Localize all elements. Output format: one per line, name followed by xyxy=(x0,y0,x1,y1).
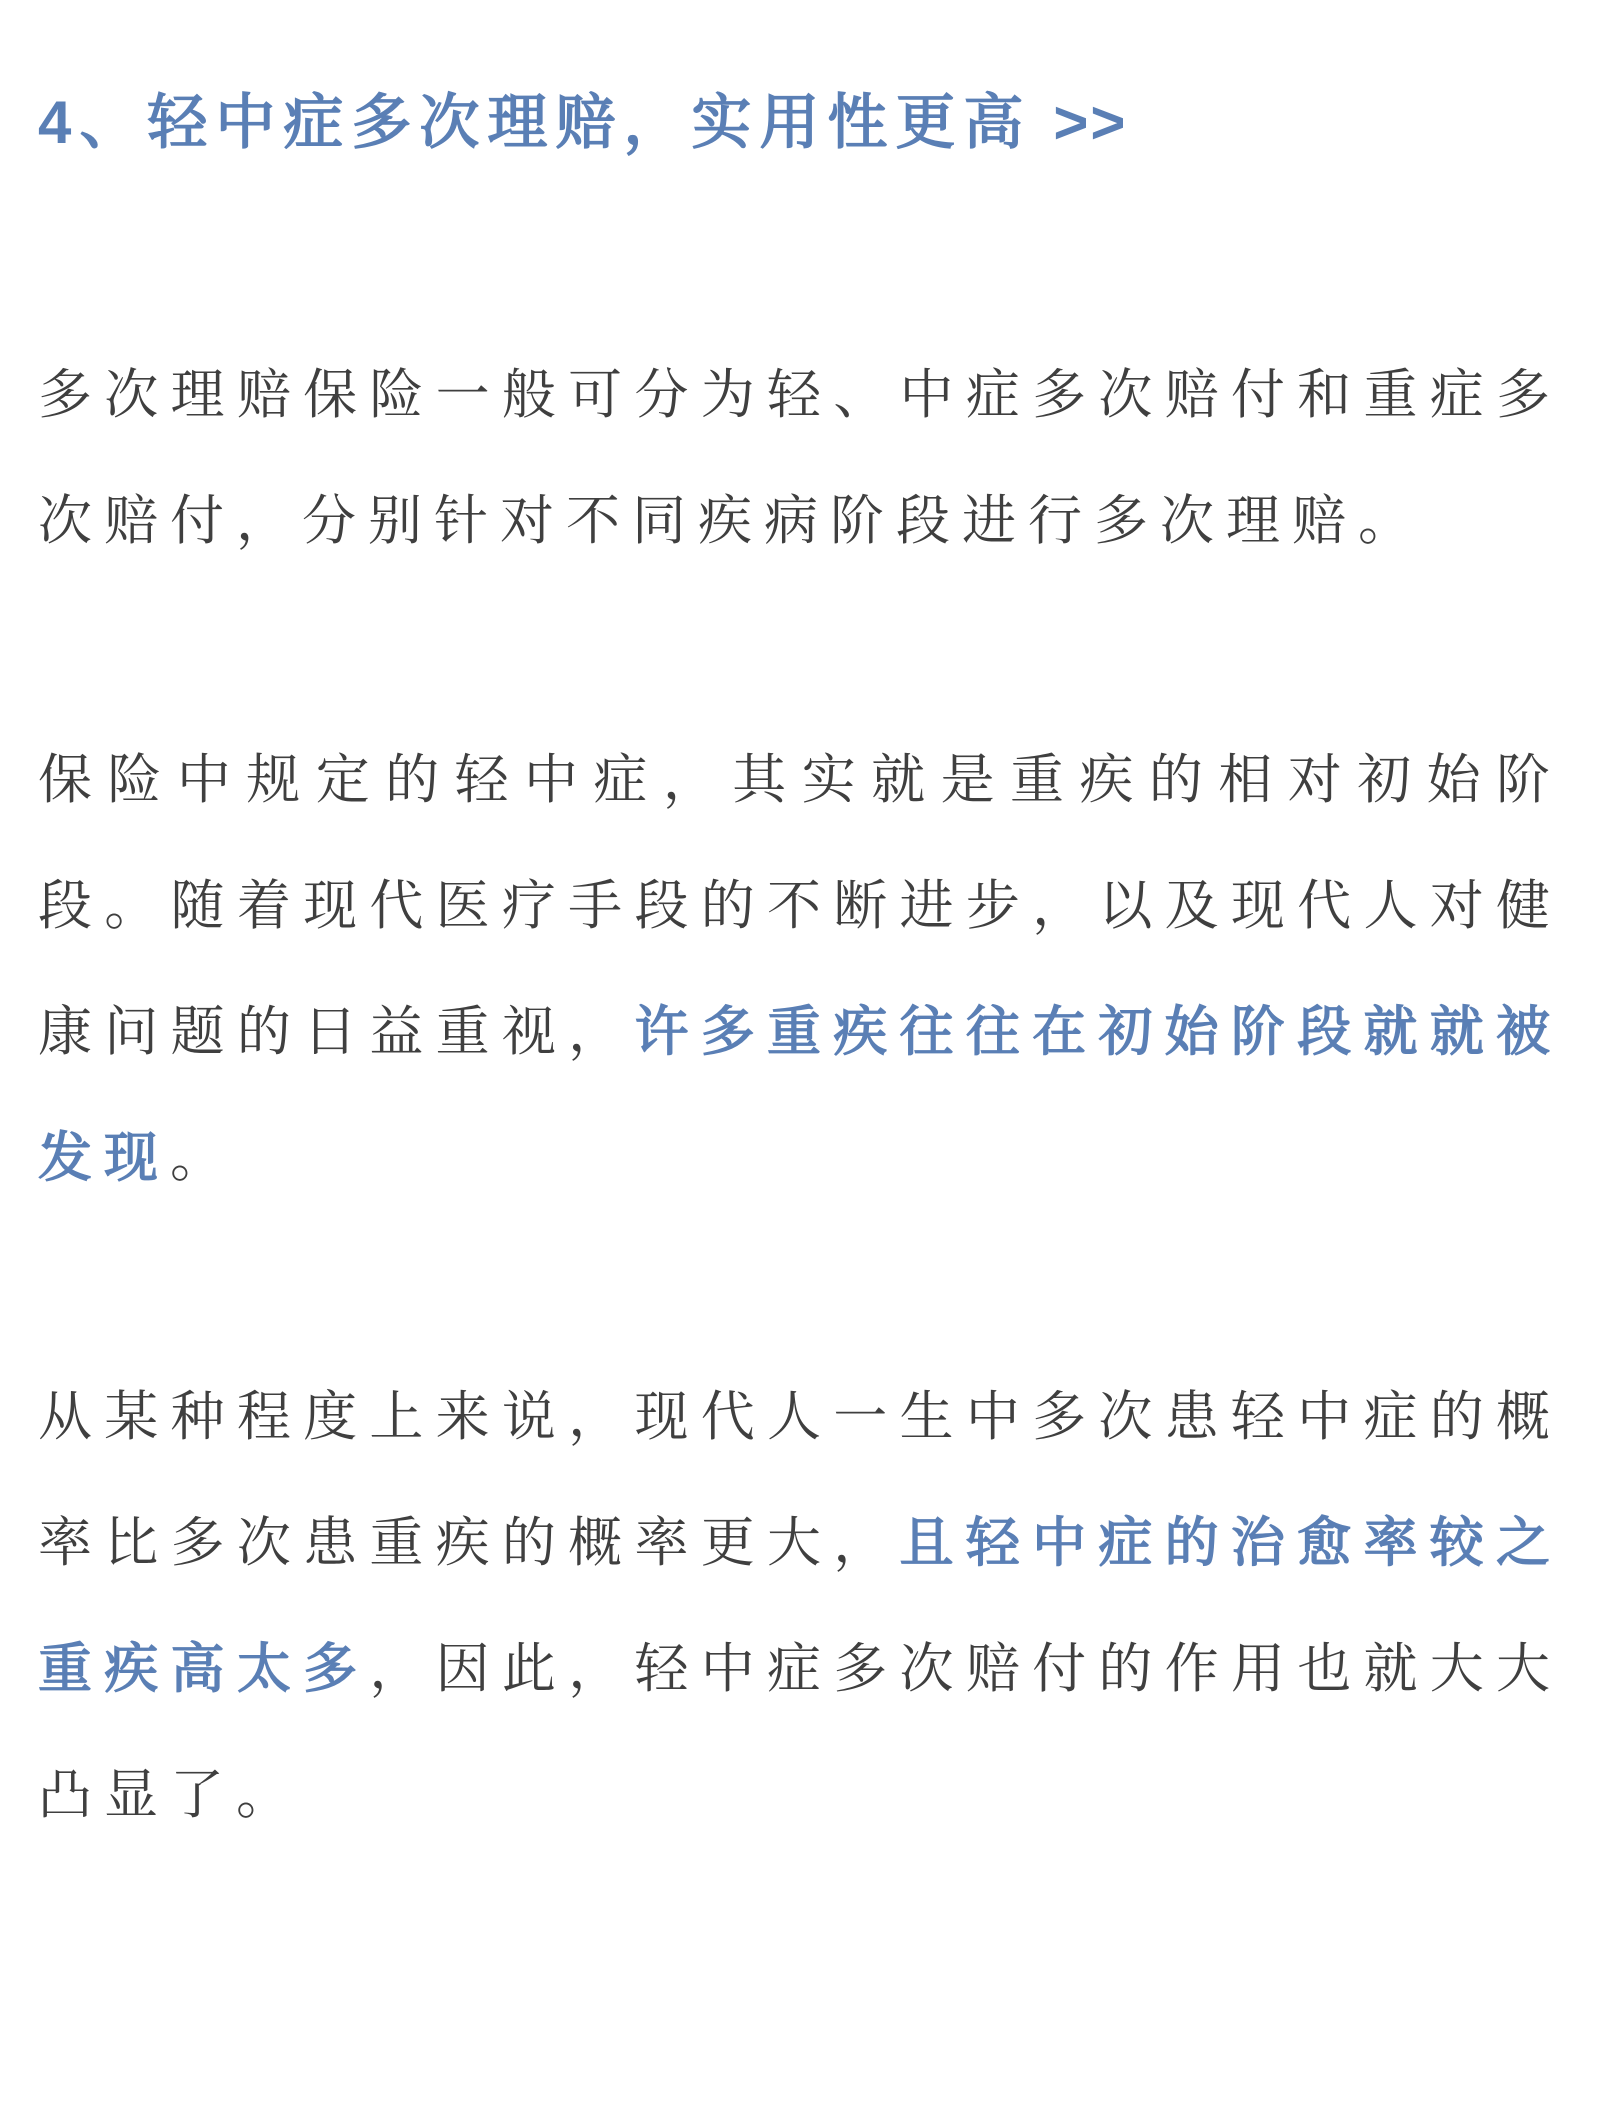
body-text: 保险中规定的轻中症，其实就是重疾的相对初始阶段。随着现代医疗手段的不断进步，以及现代人对健康问题的日益重视， xyxy=(38,750,1562,1062)
highlighted-text: 且轻中症的治愈率较之重疾高太多 xyxy=(38,1513,1563,1699)
body-text: 从某种程度上来说，现代人一生中多次患轻中症的概率比多次患重疾的概率更大， xyxy=(38,1387,1562,1573)
body-text: ，因此，轻中症多次赔付的作用也就大大凸显了。 xyxy=(38,1639,1563,1825)
heading-arrow-icon: >> xyxy=(1053,89,1128,156)
paragraph xyxy=(38,717,1562,1221)
paragraph xyxy=(38,1354,1562,1858)
body-text: 。 xyxy=(170,1128,236,1188)
highlighted-text: 许多重疾往往在初始阶段就就被发现 xyxy=(38,1002,1563,1188)
paragraph xyxy=(38,332,1562,584)
section-heading-text: 4、轻中症多次理赔，实用性更高 xyxy=(38,89,1032,156)
body-text: 多次理赔保险一般可分为轻、中症多次赔付和重症多次赔付，分别针对不同疾病阶段进行多次理赔。 xyxy=(38,365,1562,551)
article xyxy=(38,332,1562,1858)
section-heading xyxy=(38,88,1562,158)
